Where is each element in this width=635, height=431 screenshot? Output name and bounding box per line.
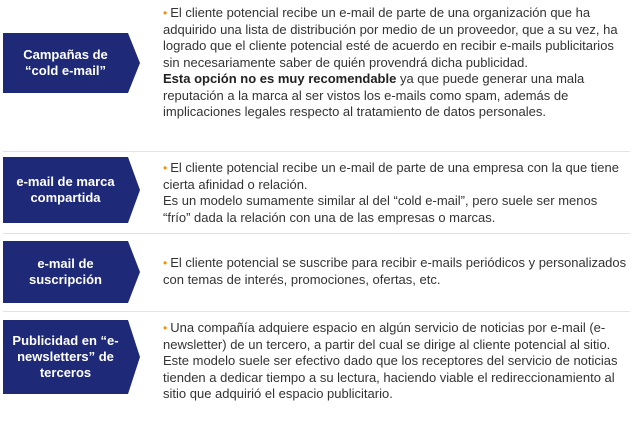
description-cold-email — [163, 5, 628, 121]
divider — [3, 233, 630, 234]
bullet-icon: • — [163, 256, 168, 270]
label-text: Publicidad en “e-newsletters” de terceros — [12, 333, 119, 380]
label-box — [3, 157, 128, 223]
label-shared-brand — [3, 157, 153, 223]
description-e-newsletters — [163, 320, 628, 403]
arrow-icon — [128, 157, 140, 223]
arrow-icon — [128, 33, 140, 93]
description-text: El cliente potencial recibe un e-mail de parte de una empresa con la que tiene cierta afinidad o relación. — [163, 160, 619, 192]
label-cold-email — [3, 33, 153, 93]
description-bold: Esta opción no es muy recomendable — [163, 71, 397, 86]
description-text: Una compañía adquiere espacio en algún servicio de noticias por e-mail (e-newsletter) de un tercero, a partir del cual se dirige al cliente potencial al sitio. — [163, 320, 611, 352]
label-box — [3, 33, 128, 93]
divider — [3, 151, 630, 152]
bullet-icon: • — [163, 321, 168, 335]
description-text: El cliente potencial recibe un e-mail de parte de una organización que ha adquirido una lista de distribución por medio de un proveedor, que a su vez, ha logrado que el cliente potencial esté de acuerdo en recibir e-mails publicitarios sin necesariamente saber de quién provendrá dicha publicidad. — [163, 5, 618, 70]
label-box — [3, 241, 128, 303]
arrow-icon — [128, 241, 140, 303]
label-e-newsletters — [3, 320, 153, 394]
bullet-icon: • — [163, 6, 168, 20]
divider — [3, 311, 630, 312]
label-text: e-mail de marca compartida — [16, 174, 115, 205]
label-box — [3, 320, 128, 394]
description-text-2: Es un modelo sumamente similar al del “cold e-mail”, pero suele ser menos “frío” dada la relación con una de las empresas o marcas. — [163, 193, 598, 225]
label-text: Campañas de “cold e-mail” — [23, 47, 108, 78]
label-text: e-mail de suscripción — [29, 256, 102, 287]
description-text-2: ya que puede generar una mala reputación a la marca al ser vistos los e-mails como spam, además de implicaciones legales respecto al tratamiento de datos personales. — [163, 71, 585, 119]
description-text: El cliente potencial se suscribe para recibir e-mails periódicos y personalizados con temas de interés, promociones, ofertas, etc. — [163, 255, 627, 287]
arrow-icon — [128, 320, 140, 394]
bullet-icon: • — [163, 161, 168, 175]
label-subscription — [3, 241, 153, 303]
description-text-2: Este modelo suele ser efectivo dado que los receptores del servicio de noticias tienden a dedicar tiempo a su lectura, haciendo viable el redireccionamiento al sitio que adquirió el espacio publicitario. — [163, 353, 618, 401]
description-subscription — [163, 255, 628, 288]
description-shared-brand — [163, 160, 628, 226]
